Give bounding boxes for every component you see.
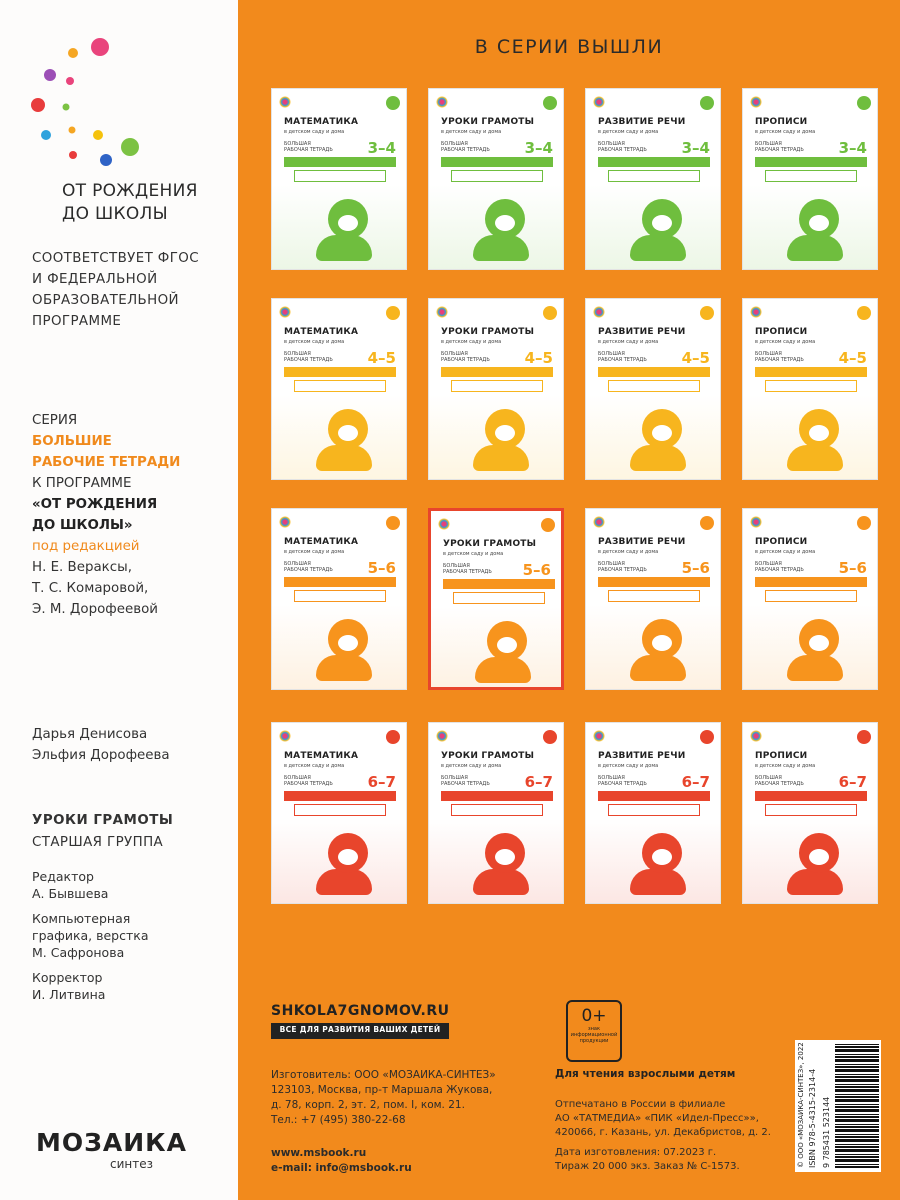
book-age: 5–6: [838, 559, 867, 577]
book-age: 4–5: [367, 349, 396, 367]
book-age: 5–6: [681, 559, 710, 577]
book-cover: [428, 508, 564, 690]
cover-name-field: [608, 380, 700, 392]
fgos-badge-icon: [857, 96, 871, 110]
series-dots-icon: [749, 515, 763, 529]
book-type: БОЛЬШАЯ РАБОЧАЯ ТЕТРАДЬ: [598, 775, 647, 787]
cover-name-field: [294, 170, 386, 182]
mascot-face: [495, 215, 515, 231]
mascot-body: [630, 445, 686, 471]
brand-name: ОТ РОЖДЕНИЯ ДО ШКОЛЫ: [62, 181, 198, 224]
book-cover: [428, 722, 564, 904]
barcode: [835, 1043, 879, 1168]
fgos-badge-icon: [543, 96, 557, 110]
mascot-face: [809, 425, 829, 441]
cover-name-field: [294, 804, 386, 816]
book-cover: [271, 298, 407, 480]
book-age: 3–4: [524, 139, 553, 157]
credits: Редактор А. Бывшева Компьютерная графика, верстка М. Сафронова Корректор И. Литвина: [32, 869, 149, 1002]
cover-name-field: [608, 590, 700, 602]
mascot-body: [473, 235, 529, 261]
book-subtitle: в детском саду и дома: [598, 549, 659, 555]
fgos-badge-icon: [857, 730, 871, 744]
book-subject: РАЗВИТИЕ РЕЧИ: [598, 117, 686, 127]
book-type: БОЛЬШАЯ РАБОЧАЯ ТЕТРАДЬ: [441, 775, 490, 787]
mascot-body: [316, 869, 372, 895]
book-subject: МАТЕМАТИКА: [284, 117, 359, 127]
book-type: БОЛЬШАЯ РАБОЧАЯ ТЕТРАДЬ: [284, 775, 333, 787]
fgos-badge-icon: [700, 306, 714, 320]
book-type: БОЛЬШАЯ РАБОЧАЯ ТЕТРАДЬ: [443, 563, 492, 575]
website-logo: SHKOLA7GNOMOV.RU: [271, 1003, 450, 1019]
book-subject: ПРОПИСИ: [755, 751, 808, 761]
brand-dots-logo: [28, 35, 168, 175]
book-age: 6–7: [367, 773, 396, 791]
book-type: БОЛЬШАЯ РАБОЧАЯ ТЕТРАДЬ: [755, 561, 804, 573]
cover-band: [598, 367, 710, 377]
cover-band: [284, 367, 396, 377]
mascot-face: [338, 635, 358, 651]
cover-name-field: [294, 590, 386, 602]
book-age: 3–4: [681, 139, 710, 157]
book-subtitle: в детском саду и дома: [598, 129, 659, 135]
book-subtitle: в детском саду и дома: [441, 129, 502, 135]
book-subject: УРОКИ ГРАМОТЫ: [441, 117, 535, 127]
book-subject: РАЗВИТИЕ РЕЧИ: [598, 327, 686, 337]
mascot-body: [787, 869, 843, 895]
book-type: БОЛЬШАЯ РАБОЧАЯ ТЕТРАДЬ: [598, 561, 647, 573]
fgos-badge-icon: [857, 516, 871, 530]
mascot-face: [497, 637, 517, 653]
book-age: 5–6: [367, 559, 396, 577]
book-cover: [742, 508, 878, 690]
mascot-face: [809, 849, 829, 865]
mascot-body: [316, 655, 372, 681]
book-subject: РАЗВИТИЕ РЕЧИ: [598, 751, 686, 761]
mascot-body: [475, 657, 531, 683]
series-dots-icon: [435, 729, 449, 743]
publisher-logo-sub: синтез: [110, 1157, 153, 1171]
manufacturer-info: Изготовитель: ООО «МОЗАИКА-СИНТЕЗ» 123103, Москва, пр-т Маршала Жукова, д. 78, корп. 2, эт. 2, пом. I, ком. 21. Тел.: +7 (495) 380-22-68: [271, 1069, 496, 1126]
book-subtitle: в детском саду и дома: [755, 129, 816, 135]
book-age: 6–7: [681, 773, 710, 791]
series-dots-icon: [278, 305, 292, 319]
book-type: БОЛЬШАЯ РАБОЧАЯ ТЕТРАДЬ: [598, 141, 647, 153]
book-type: БОЛЬШАЯ РАБОЧАЯ ТЕТРАДЬ: [284, 561, 333, 573]
cover-band: [755, 157, 867, 167]
mascot-face: [338, 215, 358, 231]
cover-name-field: [453, 592, 545, 604]
book-cover: [271, 88, 407, 270]
book-subtitle: в детском саду и дома: [755, 339, 816, 345]
cover-band: [441, 157, 553, 167]
mascot-face: [495, 425, 515, 441]
book-subject: УРОКИ ГРАМОТЫ: [441, 751, 535, 761]
mascot-face: [338, 849, 358, 865]
series-dots-icon: [437, 517, 451, 531]
book-type: БОЛЬШАЯ РАБОЧАЯ ТЕТРАДЬ: [441, 141, 490, 153]
cover-name-field: [765, 170, 857, 182]
series-dots-icon: [278, 95, 292, 109]
book-age: 6–7: [524, 773, 553, 791]
production-info: Дата изготовления: 07.2023 г. Тираж 20 000 экз. Заказ № С-1573.: [555, 1147, 740, 1172]
fgos-note: СООТВЕТСТВУЕТ ФГОС И ФЕДЕРАЛЬНОЙ ОБРАЗОВАТЕЛЬНОЙ ПРОГРАММЕ: [32, 251, 199, 329]
book-subject: МАТЕМАТИКА: [284, 327, 359, 337]
mascot-face: [809, 215, 829, 231]
book-type: БОЛЬШАЯ РАБОЧАЯ ТЕТРАДЬ: [755, 141, 804, 153]
book-subtitle: в детском саду и дома: [598, 763, 659, 769]
cover-name-field: [451, 380, 543, 392]
fgos-badge-icon: [386, 306, 400, 320]
series-dots-icon: [749, 729, 763, 743]
book-age: 5–6: [522, 561, 551, 579]
book-cover: [585, 722, 721, 904]
fgos-badge-icon: [386, 516, 400, 530]
series-dots-icon: [592, 305, 606, 319]
series-dots-icon: [592, 729, 606, 743]
book-age: 3–4: [367, 139, 396, 157]
copyright: © ООО «МОЗАИКА-СИНТЕЗ», 2022: [797, 1042, 805, 1168]
book-cover: [428, 298, 564, 480]
fgos-badge-icon: [386, 96, 400, 110]
book-subtitle: в детском саду и дома: [755, 763, 816, 769]
mascot-body: [787, 235, 843, 261]
book-cover: [271, 508, 407, 690]
mascot-face: [809, 635, 829, 651]
reading-note: Для чтения взрослыми детям: [555, 1068, 736, 1080]
cover-band: [598, 577, 710, 587]
publisher-logo: МОЗАИКА: [36, 1128, 187, 1157]
book-cover: [585, 298, 721, 480]
barcode-number: 9 785431 523144: [822, 1096, 831, 1168]
book-subject: ПРОПИСИ: [755, 327, 808, 337]
book-subject: УРОКИ ГРАМОТЫ: [441, 327, 535, 337]
mascot-face: [652, 215, 672, 231]
mascot-body: [316, 445, 372, 471]
cover-name-field: [451, 804, 543, 816]
book-subtitle: в детском саду и дома: [598, 339, 659, 345]
cover-name-field: [765, 590, 857, 602]
fgos-badge-icon: [700, 96, 714, 110]
isbn: ISBN 978-5-4315-2314-4: [808, 1068, 817, 1168]
age-rating-badge: 0+ знак информационной продукции: [566, 1000, 622, 1062]
book-subject: ПРОПИСИ: [755, 117, 808, 127]
mascot-body: [316, 235, 372, 261]
book-cover: [742, 298, 878, 480]
series-dots-icon: [749, 305, 763, 319]
site-tagline: ВСЕ ДЛЯ РАЗВИТИЯ ВАШИХ ДЕТЕЙ: [279, 1025, 441, 1034]
book-age: 3–4: [838, 139, 867, 157]
book-age: 6–7: [838, 773, 867, 791]
mascot-body: [630, 235, 686, 261]
series-dots-icon: [278, 729, 292, 743]
cover-name-field: [451, 170, 543, 182]
book-subtitle: в детском саду и дома: [284, 549, 345, 555]
fgos-badge-icon: [543, 306, 557, 320]
mascot-body: [630, 655, 686, 681]
book-cover: [585, 88, 721, 270]
cover-band: [755, 577, 867, 587]
fgos-badge-icon: [700, 730, 714, 744]
book-type: БОЛЬШАЯ РАБОЧАЯ ТЕТРАДЬ: [598, 351, 647, 363]
book-type: БОЛЬШАЯ РАБОЧАЯ ТЕТРАДЬ: [284, 141, 333, 153]
cover-name-field: [294, 380, 386, 392]
mascot-face: [338, 425, 358, 441]
book-cover: [271, 722, 407, 904]
book-cover: [742, 722, 878, 904]
book-type: БОЛЬШАЯ РАБОЧАЯ ТЕТРАДЬ: [441, 351, 490, 363]
book-cover: [585, 508, 721, 690]
fgos-badge-icon: [541, 518, 555, 532]
book-age: 4–5: [681, 349, 710, 367]
fgos-badge-icon: [386, 730, 400, 744]
mascot-body: [787, 655, 843, 681]
mascot-body: [473, 445, 529, 471]
cover-band: [755, 791, 867, 801]
printing-info: Отпечатано в России в филиале АО «ТАТМЕДИА» «ПИК «Идел-Пресс»», 420066, г. Казань, ул. Декабристов, д. 2.: [555, 1099, 771, 1138]
book-subject: МАТЕМАТИКА: [284, 751, 359, 761]
series-info: СЕРИЯ БОЛЬШИЕ РАБОЧИЕ ТЕТРАДИ К ПРОГРАММЕ «ОТ РОЖДЕНИЯ ДО ШКОЛЫ» под редакцией Н. Е. Вераксы, Т. С. Комаровой, Э. М. Дорофеевой: [32, 413, 181, 617]
book-title: УРОКИ ГРАМОТЫ: [32, 813, 174, 828]
series-dots-icon: [749, 95, 763, 109]
cover-name-field: [608, 170, 700, 182]
book-type: БОЛЬШАЯ РАБОЧАЯ ТЕТРАДЬ: [755, 775, 804, 787]
mascot-face: [652, 425, 672, 441]
cover-band: [598, 157, 710, 167]
mascot-face: [652, 849, 672, 865]
cover-name-field: [765, 380, 857, 392]
book-subtitle: в детском саду и дома: [755, 549, 816, 555]
cover-band: [284, 791, 396, 801]
cover-band: [755, 367, 867, 377]
series-dots-icon: [278, 515, 292, 529]
cover-band: [443, 579, 555, 589]
book-type: БОЛЬШАЯ РАБОЧАЯ ТЕТРАДЬ: [284, 351, 333, 363]
book-subtitle: в детском саду и дома: [284, 129, 345, 135]
contacts: www.msbook.ru e-mail: info@msbook.ru: [271, 1147, 412, 1174]
cover-band: [284, 157, 396, 167]
series-dots-icon: [592, 95, 606, 109]
book-subtitle: в детском саду и дома: [441, 763, 502, 769]
cover-name-field: [608, 804, 700, 816]
book-subject: ПРОПИСИ: [755, 537, 808, 547]
cover-band: [284, 577, 396, 587]
book-subject: РАЗВИТИЕ РЕЧИ: [598, 537, 686, 547]
book-subtitle: в детском саду и дома: [441, 339, 502, 345]
left-panel: [0, 0, 238, 1200]
book-subtitle: в детском саду и дома: [284, 339, 345, 345]
book-cover: [428, 88, 564, 270]
series-dots-icon: [592, 515, 606, 529]
book-age: 4–5: [524, 349, 553, 367]
fgos-badge-icon: [700, 516, 714, 530]
authors: Дарья Денисова Эльфия Дорофеева: [32, 727, 170, 763]
mascot-body: [473, 869, 529, 895]
mascot-body: [630, 869, 686, 895]
mascot-face: [652, 635, 672, 651]
book-subject: УРОКИ ГРАМОТЫ: [443, 539, 537, 549]
series-dots-icon: [435, 95, 449, 109]
book-subtitle: в детском саду и дома: [284, 763, 345, 769]
cover-band: [441, 791, 553, 801]
series-title: В СЕРИИ ВЫШЛИ: [474, 36, 664, 58]
fgos-badge-icon: [543, 730, 557, 744]
series-dots-icon: [435, 305, 449, 319]
mascot-body: [787, 445, 843, 471]
book-age: 4–5: [838, 349, 867, 367]
cover-band: [441, 367, 553, 377]
book-type: БОЛЬШАЯ РАБОЧАЯ ТЕТРАДЬ: [755, 351, 804, 363]
book-subject: МАТЕМАТИКА: [284, 537, 359, 547]
mascot-face: [495, 849, 515, 865]
fgos-badge-icon: [857, 306, 871, 320]
book-group: СТАРШАЯ ГРУППА: [32, 835, 164, 850]
book-subtitle: в детском саду и дома: [443, 551, 504, 557]
cover-band: [598, 791, 710, 801]
book-cover: [742, 88, 878, 270]
cover-name-field: [765, 804, 857, 816]
